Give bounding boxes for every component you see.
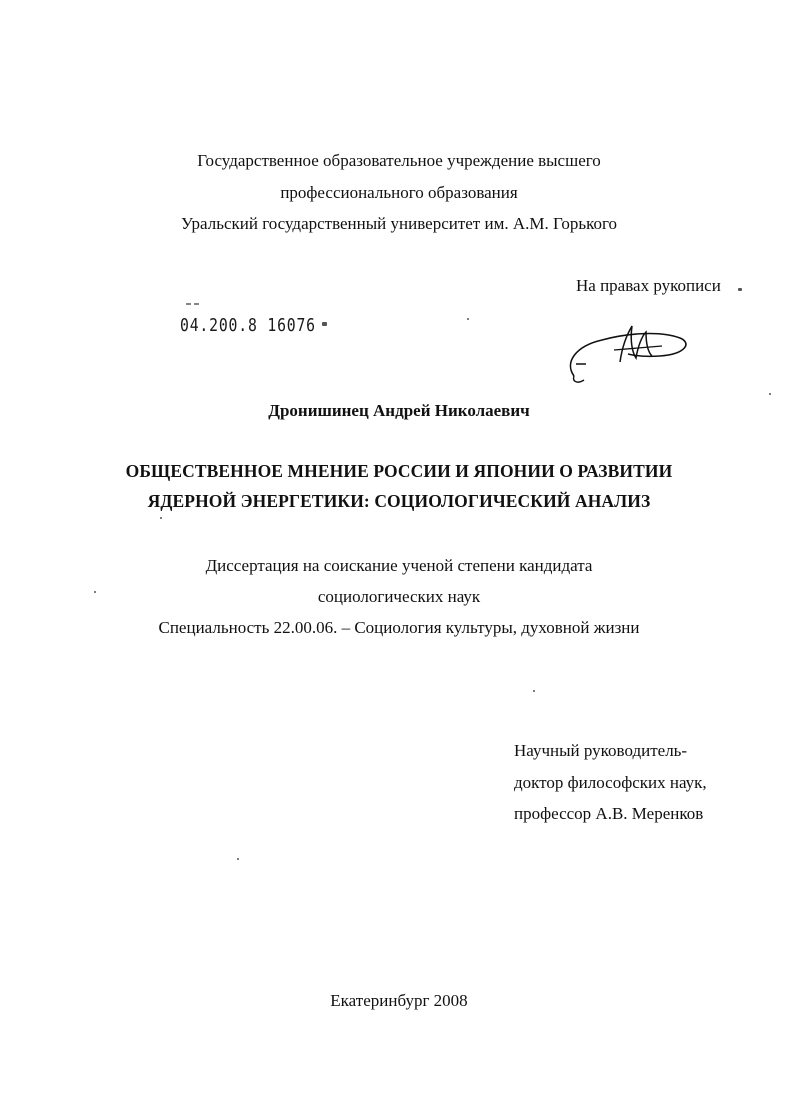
dissertation-title-line-1: ОБЩЕСТВЕННОЕ МНЕНИЕ РОССИИ И ЯПОНИИ О РАЗВИТИИ — [125, 461, 673, 481]
dissertation-title-line-2: ЯДЕРНОЙ ЭНЕРГЕТИКИ: СОЦИОЛОГИЧЕСКИЙ АНАЛИЗ — [147, 491, 651, 511]
scan-speck — [467, 318, 469, 320]
scan-speck — [94, 591, 96, 593]
specialty-line: Специальность 22.00.06. – Социология культуры, духовной жизни — [158, 618, 640, 637]
signature-icon — [562, 318, 690, 388]
degree-line-2: социологических наук — [317, 587, 481, 606]
rights-notice: На правах рукописи — [576, 276, 721, 295]
institution-line-2: профессионального образования — [280, 183, 518, 202]
city-year: Екатеринбург 2008 — [330, 991, 468, 1010]
registration-number: 04.200.8 16076 — [180, 315, 316, 336]
institution-line-1: Государственное образовательное учреждение высшего — [197, 151, 601, 170]
scan-speck — [237, 858, 239, 860]
scan-speck — [738, 288, 742, 291]
scan-speck — [160, 517, 162, 519]
stamp-mark-icon — [186, 302, 200, 308]
degree-line-1: Диссертация на соискание ученой степени кандидата — [205, 556, 593, 575]
author-name: Дронишинец Андрей Николаевич — [268, 401, 530, 420]
stamp-dot — [322, 322, 327, 326]
institution-line-3: Уральский государственный университет им. А.М. Горького — [180, 214, 618, 233]
supervisor-line-2: доктор философских наук, — [514, 773, 707, 792]
scan-speck — [533, 690, 535, 692]
supervisor-line-3: профессор А.В. Меренков — [514, 804, 704, 823]
scan-speck — [769, 393, 771, 395]
supervisor-line-1: Научный руководитель- — [514, 741, 688, 760]
